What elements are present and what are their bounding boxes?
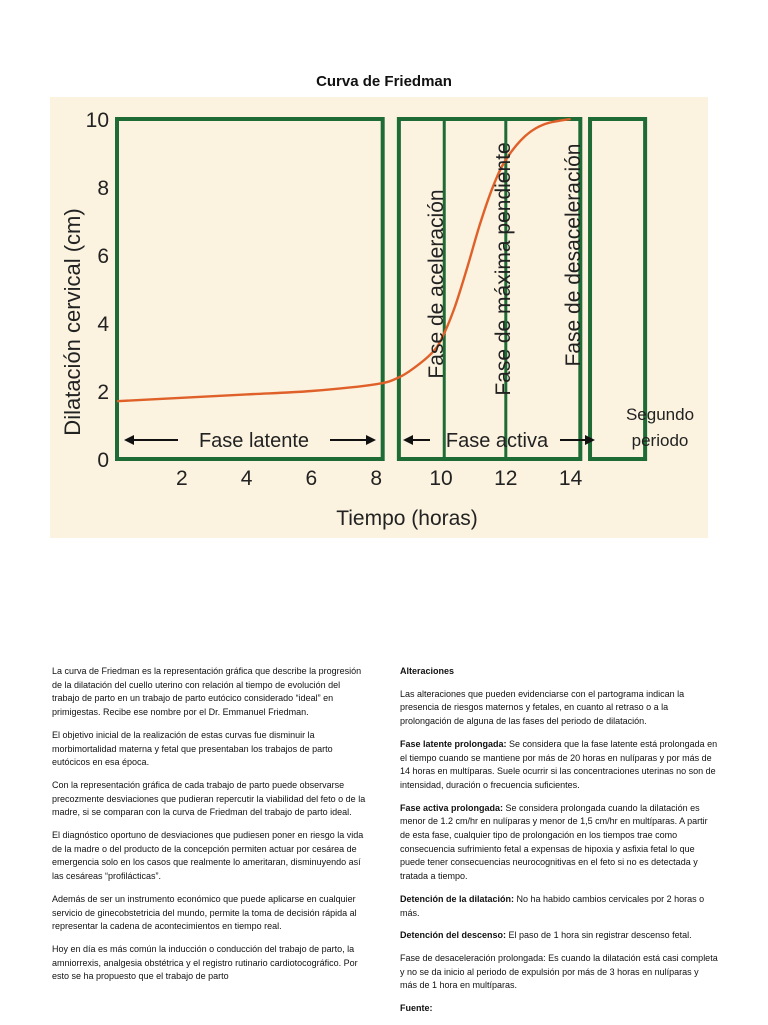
paragraph: Con la representación gráfica de cada trabajo de parto puede observarse precozmente desviaciones que pudieran repercutir la viabilidad del feto o de la madre, si se comparan con la curva de Friedman del trabajo de parto ideal. [52,779,366,818]
x-tick-label: 2 [175,467,188,490]
alteration-item: Detención del descenso: El paso de 1 hora sin registrar descenso fetal. [400,930,692,941]
y-axis-label: Dilatación cervical (cm) [60,208,85,436]
phase-acceleration-label: Fase de aceleración [425,189,448,379]
paragraph: Las alteraciones que pueden evidenciarse con el partograma indican la presencia de riesgos maternos y fetales, en cuanto al retraso o a la prolongación de alguna de las fases del periodo de dilatación. [400,688,685,727]
x-tick-label: 12 [494,467,518,490]
friedman-chart [50,97,708,538]
y-tick-label: 2 [97,381,109,404]
x-tick-label: 10 [429,467,453,490]
latent-phase-arrow [124,430,376,452]
alteration-term: Fase latente prolongada: [400,738,507,749]
phase-max-slope-label: Fase de máxima pendiente [492,142,515,396]
page-title: Curva de Friedman [316,73,452,90]
x-axis-label: Tiempo (horas) [336,507,478,530]
second-period-label-1: Segundo [625,405,695,424]
y-tick-label: 10 [85,109,109,132]
y-tick-label: 0 [97,449,109,472]
y-tick-label: 6 [97,245,109,268]
x-tick-label: 6 [305,467,318,490]
phase-deceleration-label: Fase de desaceleración [562,143,585,367]
x-tick-label: 14 [558,467,583,490]
alteration-term: Detención del descenso: [400,930,507,941]
right-text-column [400,665,718,1025]
y-tick-label: 4 [97,313,109,336]
alteration-term: Fase activa prolongada: [400,802,504,813]
latent-phase-label: Fase latente [198,430,310,452]
x-tick-label: 4 [240,467,253,490]
latent-phase-box [117,119,383,459]
paragraph: El objetivo inicial de la realización de estas curvas fue disminuir la morbimortalidad materna y fetal que presentaban los trabajos de parto eutócicos en esa época. [52,729,333,768]
paragraph: Además de ser un instrumento económico que puede aplicarse en cualquier servicio de ginecobstetricia del mundo, permite la toma de decisión rápida al representar la cadena de acontecimientos en tiempo real. [52,893,357,932]
paragraph: El diagnóstico oportuno de desviaciones que pudiesen poner en riesgo la vida de la madre o del producto de la concepción permiten actuar por cesárea de emergencia solo en los casos que realmente lo ameritaran, disminuyendo así las cesáreas “profilácticas”. [52,830,364,882]
source-label: Fuente: [400,1003,433,1014]
left-text-column [52,665,370,993]
alteration-item: Fase activa prolongada: Se considera prolongada cuando la dilatación es menor de 1.2 cm/hr en nulíparas y menor de 1,5 cm/hr en multíparas. A partir de esta fase, cualquier tipo de prolongación en los tiempos trae como consecuencia sufrimiento fetal a expensas de hipoxia y asfixia fetal lo que puede tener consecuencias neurocognitivas en el feto si no es detectada y tratada a tiempo. [400,802,708,882]
paragraph: La curva de Friedman es la representación gráfica que describe la progresión de la dilatación del cuello uterino con relación al tiempo de evolución del trabajo de parto en un trabajo de parto eutócico considerado “ideal” en primigestas. Recibe ese nombre por el Dr. Emmanuel Friedman. [52,666,362,718]
alteration-term: Detención de la dilatación: [400,893,515,904]
paragraph: Hoy en día es más común la inducción o conducción del trabajo de parto, la amniorrexis, analgesia obstétrica y el registro rutinario cardiotocográfico. Por esto se ha propuesto que el trabajo de parto [52,943,358,982]
alteration-item: Fase de desaceleración prolongada: Es cuando la dilatación está casi completa y no se da inicio al periodo de expulsión por más de 3 horas en nulíparas y más de 1 hora en multíparas. [400,952,718,991]
alteration-item: Fase latente prolongada: Se considera que la fase latente está prolongada en el tiempo cuando se mantiene por más de 20 horas en nulíparas y por más de 14 horas en multíparas. Suele ocurrir si las concentraciones uterinas no son de intensidad, duración o frecuencia suficientes. [400,738,718,790]
y-tick-label: 8 [97,177,109,200]
second-period-label-2: periodo [631,431,689,450]
alteration-item: Detención de la dilatación: No ha habido cambios cervicales por 2 horas o más. [400,893,705,918]
active-phase-arrow [403,430,595,452]
alterations-heading: Alteraciones [400,666,455,676]
x-tick-label: 8 [370,467,383,490]
friedman-chart-svg [50,97,708,538]
active-phase-label: Fase activa [445,430,549,452]
